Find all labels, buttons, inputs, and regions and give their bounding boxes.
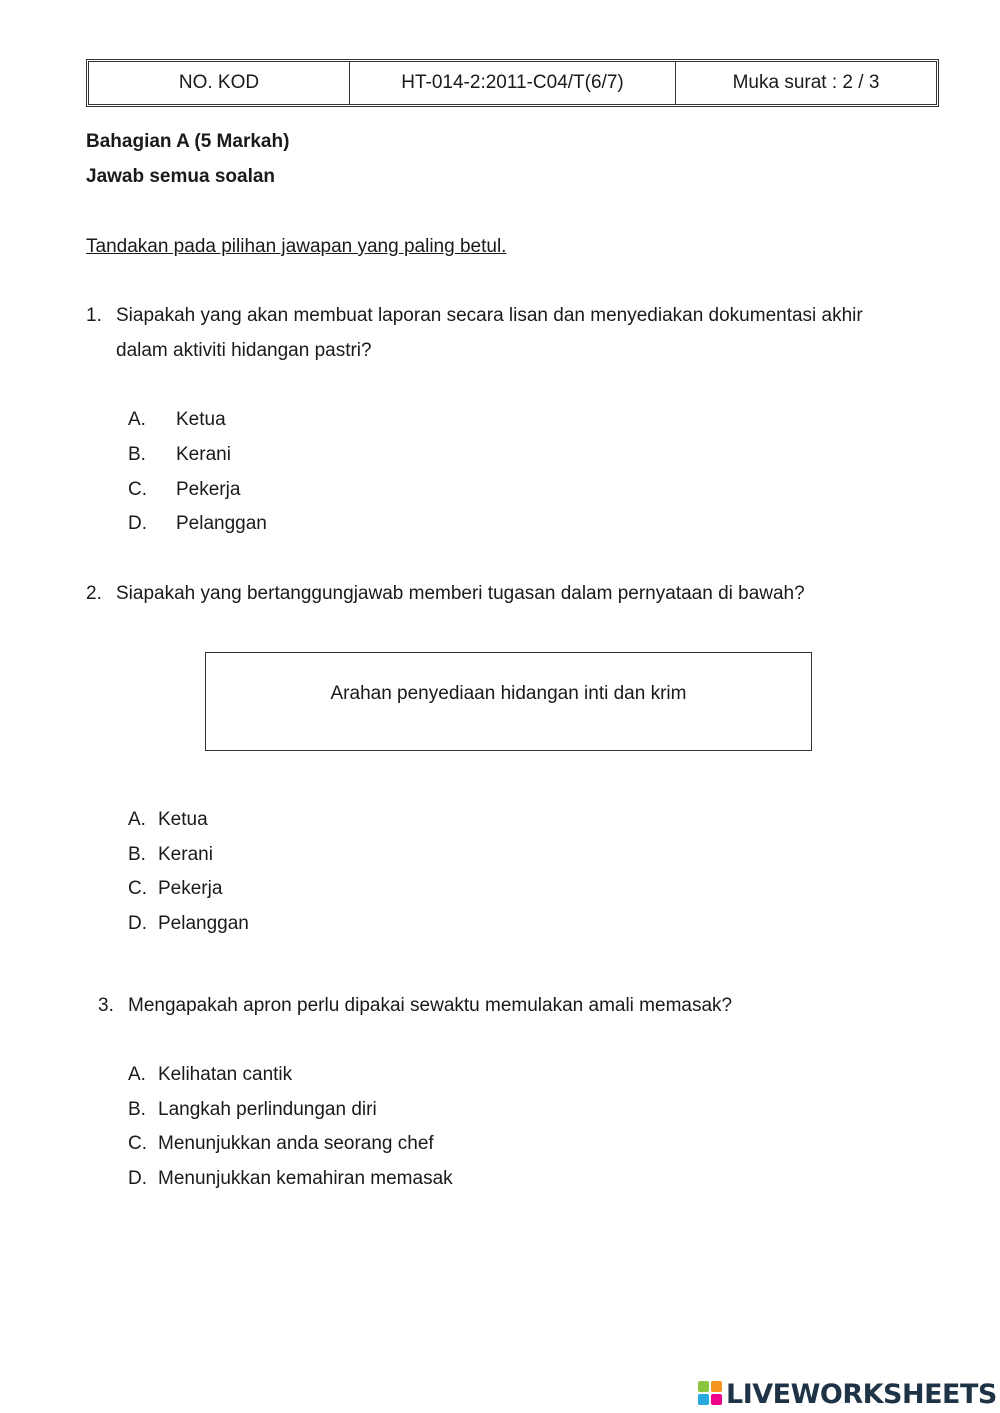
header-table xyxy=(86,59,939,107)
option-text: Pekerja xyxy=(158,878,223,899)
question-1-option-d[interactable] xyxy=(128,512,267,536)
option-letter: C. xyxy=(128,878,147,899)
option-letter: A. xyxy=(128,1064,146,1085)
option-text: Pelanggan xyxy=(176,513,267,534)
question-3-option-a[interactable] xyxy=(128,1063,292,1087)
option-text: Kerani xyxy=(158,844,213,865)
question-1-number: 1. xyxy=(86,305,102,326)
option-letter: A. xyxy=(128,809,146,830)
question-1-line-2: dalam aktiviti hidangan pastri? xyxy=(116,340,372,361)
option-text: Ketua xyxy=(158,809,208,830)
option-text: Menunjukkan kemahiran memasak xyxy=(158,1168,453,1189)
question-3-option-d[interactable] xyxy=(128,1167,453,1191)
page-number: Muka surat : 2 / 3 xyxy=(675,62,936,104)
option-text: Pelanggan xyxy=(158,913,249,934)
question-1-text xyxy=(116,298,916,368)
option-letter: D. xyxy=(128,1168,147,1189)
option-text: Langkah perlindungan diri xyxy=(158,1099,377,1120)
instruction-text: Tandakan pada pilihan jawapan yang paling betul. xyxy=(86,236,507,257)
liveworksheets-text: LIVEWORKSHEETS xyxy=(726,1378,997,1410)
question-3-option-c[interactable] xyxy=(128,1132,434,1156)
question-2-option-d[interactable] xyxy=(128,912,249,936)
statement-text: Arahan penyediaan hidangan inti dan krim xyxy=(330,683,687,704)
section-subtitle: Jawab semua soalan xyxy=(86,166,276,187)
option-text: Ketua xyxy=(176,409,226,430)
question-3-option-b[interactable] xyxy=(128,1098,377,1122)
option-letter: D. xyxy=(128,913,147,934)
code-label: NO. KOD xyxy=(178,72,260,93)
liveworksheets-mark-icon xyxy=(698,1381,724,1407)
option-text: Menunjukkan anda seorang chef xyxy=(158,1133,434,1154)
option-text: Pekerja xyxy=(176,479,241,500)
question-3-text: Mengapakah apron perlu dipakai sewaktu memulakan amali memasak? xyxy=(128,995,733,1016)
option-letter: C. xyxy=(128,479,147,500)
option-letter: A. xyxy=(128,409,146,430)
logo-square xyxy=(698,1394,709,1405)
question-2-number: 2. xyxy=(86,583,102,604)
code-value: HT-014-2:2011-C04/T(6/7) xyxy=(349,62,675,104)
question-3-number: 3. xyxy=(98,995,114,1016)
liveworksheets-logo xyxy=(698,1378,997,1410)
option-letter: C. xyxy=(128,1133,147,1154)
option-text: Kerani xyxy=(176,444,231,465)
option-text: Kelihatan cantik xyxy=(158,1064,293,1085)
logo-square xyxy=(698,1381,709,1392)
question-1-option-c[interactable] xyxy=(128,478,240,502)
question-2-option-a[interactable] xyxy=(128,808,208,832)
option-letter: B. xyxy=(128,444,146,465)
question-1-option-a[interactable] xyxy=(128,408,226,432)
logo-square xyxy=(711,1381,722,1392)
question-2-text: Siapakah yang bertanggungjawab memberi tugasan dalam pernyataan di bawah? xyxy=(116,583,805,604)
logo-square xyxy=(711,1394,722,1405)
question-1-line-1: Siapakah yang akan membuat laporan secara lisan dan menyediakan dokumentasi akhir xyxy=(116,305,863,326)
option-letter: B. xyxy=(128,1099,146,1120)
question-1-option-b[interactable] xyxy=(128,443,231,467)
option-letter: D. xyxy=(128,513,147,534)
question-2-option-c[interactable] xyxy=(128,877,222,901)
section-title: Bahagian A (5 Markah) xyxy=(86,131,290,152)
option-letter: B. xyxy=(128,844,146,865)
question-2-option-b[interactable] xyxy=(128,843,213,867)
statement-box xyxy=(205,652,812,751)
